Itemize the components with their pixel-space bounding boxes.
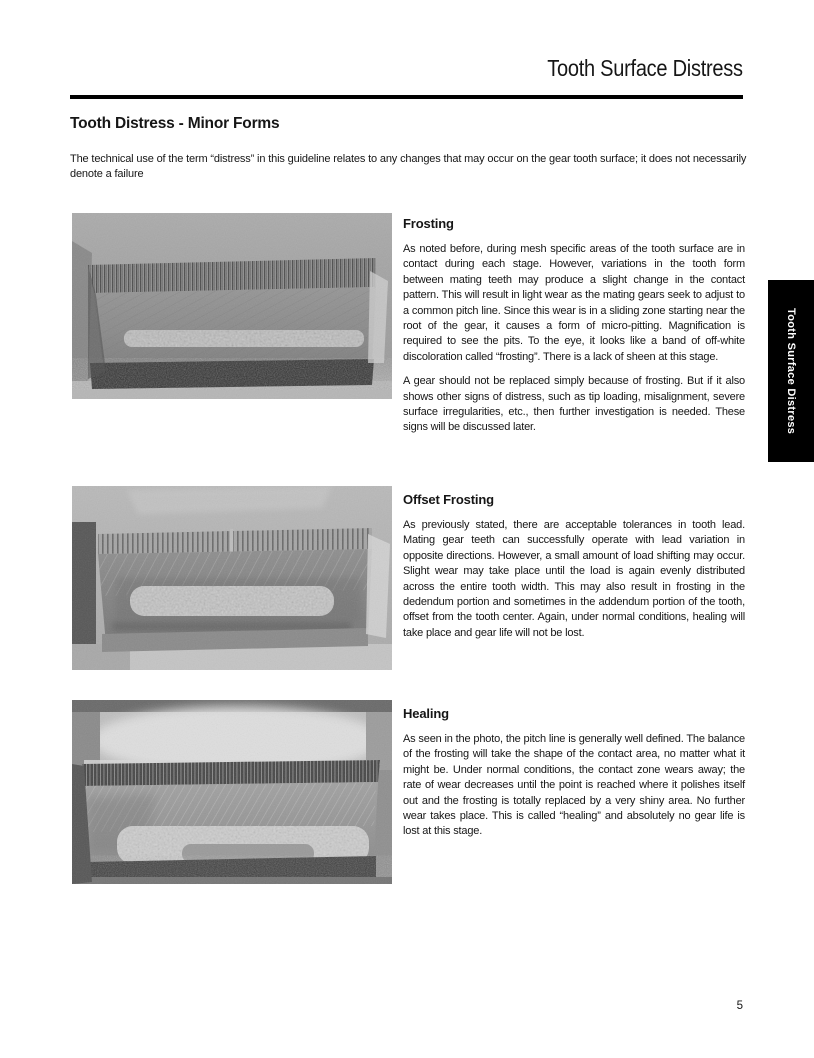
healing-paragraph: As seen in the photo, the pitch line is generally well defined. The balance of the frosting will take the shape of the contact area, no matter what it might be. Under normal conditions, the contact zone wears away; the rate of wear decreases until the point is reached where it polishes itself out and the frosting is totally replaced by a very shiny area. No further wear takes place. This is called “healing” and absolutely no gear life is lost at this stage. <box>403 733 745 838</box>
frosting-heading: Frosting <box>403 216 454 231</box>
page-title: Tooth Surface Distress <box>547 55 743 81</box>
side-tab-label: Tooth Surface Distress <box>785 307 797 435</box>
offset-frosting-heading: Offset Frosting <box>403 492 494 507</box>
frosting-paragraph-2: A gear should not be replaced simply because of frosting. But if it also shows other signs of distress, such as tip loading, misalignment, severe surface irregularities, etc., then further investigation is needed. These signs will be discussed later. <box>403 375 745 434</box>
chapter-side-tab <box>768 280 814 462</box>
section-title: Tooth Distress - Minor Forms <box>70 115 280 132</box>
section-frosting <box>403 216 745 445</box>
header-rule <box>70 95 743 99</box>
gear-tooth-offset-frosting-photo <box>72 486 392 670</box>
section-healing <box>403 706 745 849</box>
page-number: 5 <box>736 1000 743 1012</box>
gear-tooth-frosting-photo <box>72 213 392 399</box>
frosting-paragraph-1: As noted before, during mesh specific areas of the tooth surface are in contact during each stage. However, variations in the tooth form between mating teeth may produce a slight change in the contact pattern. This will result in light wear as the mating gears seek to adjust to a common pitch line. Since this wear is in a sliding zone starting near the root of the gear, it causes a form of micro-pitting. Magnification is required to see the pits. To the eye, it looks like a band of off-white discoloration called “frosting”. There is a lack of sheen at this stage. <box>403 243 745 363</box>
healing-heading: Healing <box>403 706 449 721</box>
offset-frosting-paragraph: As previously stated, there are acceptable tolerances in tooth lead. Mating gear teeth can successfully operate with lead variation in opposite directions. However, a small amount of load shifting may occur. Slight wear may take place until the load is again evenly distributed across the entire tooth width. This may also result in frosting in the dedendum portion and sometimes in the addendum portion of the tooth, offset from the tooth center. Again, under normal conditions, healing will take place and gear life will not be lost. <box>403 519 745 639</box>
section-offset-frosting <box>403 492 745 650</box>
gear-tooth-healing-photo <box>72 700 392 884</box>
intro-paragraph: The technical use of the term “distress” in this guideline relates to any changes that may occur on the gear tooth surface; it does not necessarily denote a failure <box>70 153 747 180</box>
